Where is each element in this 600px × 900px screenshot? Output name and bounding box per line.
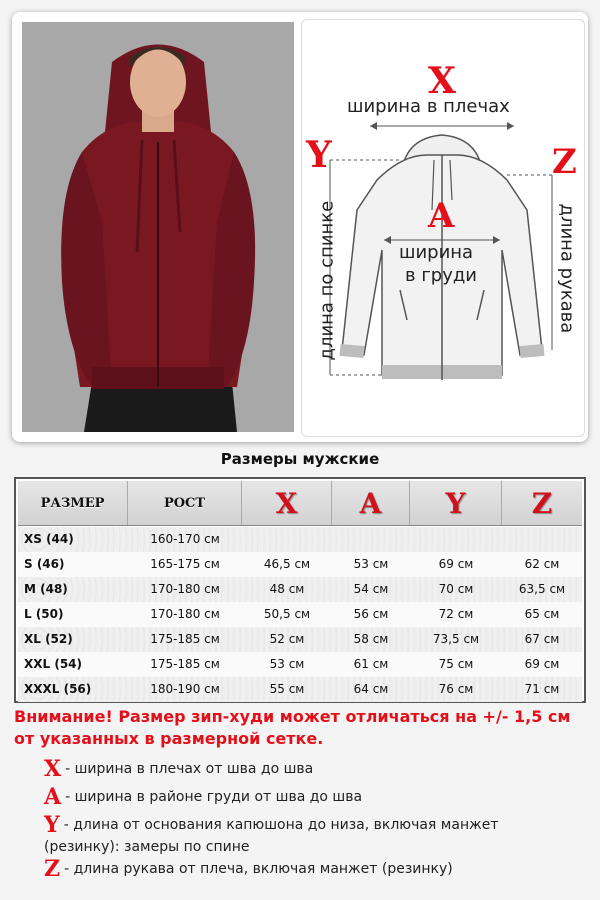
- table-row: [18, 577, 582, 602]
- legend-letter: Z: [44, 856, 61, 882]
- cell-height: 175-185 см: [150, 657, 220, 671]
- cell-size: XXL (54): [24, 657, 82, 671]
- cell-y: 69 см: [438, 557, 474, 571]
- cell-size: XL (52): [24, 632, 73, 646]
- cell-x: 50,5 см: [263, 607, 311, 621]
- header-a: A: [332, 481, 410, 525]
- legend-text: - ширина в районе груди от шва до шва: [65, 789, 363, 805]
- table-row: [18, 527, 582, 552]
- legend-text: - длина рукава от плеча, включая манжет (резинку): [64, 861, 453, 877]
- chest-label-1: ширина: [399, 242, 474, 263]
- cell-height: 170-180 см: [150, 582, 220, 596]
- legend-letter: A: [44, 784, 62, 810]
- cell-height: 180-190 см: [150, 682, 220, 696]
- header-y: Y: [410, 481, 502, 525]
- model-photo: [22, 22, 294, 432]
- table-row: [18, 552, 582, 577]
- size-diagram: [301, 19, 585, 437]
- cell-a: 58 см: [353, 632, 389, 646]
- cell-a: 61 см: [353, 657, 389, 671]
- warning-text: Внимание! Размер зип-худи может отличаться на +/- 1,5 см от указанных в размерной сетке.: [14, 707, 571, 748]
- legend-item: [44, 814, 564, 858]
- legend-text: - длина от основания капюшона до низа, включая манжет (резинку): замеры по спине: [44, 817, 499, 855]
- cell-z: 69 см: [524, 657, 560, 671]
- table-header: [18, 481, 582, 526]
- cell-size: XXXL (56): [24, 682, 92, 696]
- back-length-label: длина по спинке: [316, 200, 338, 361]
- cell-x: [242, 527, 332, 552]
- legend-letter: Y: [44, 812, 60, 838]
- cell-z: 62 см: [524, 557, 560, 571]
- header-x: X: [242, 481, 332, 525]
- cell-a: 64 см: [353, 682, 389, 696]
- cell-y: 73,5 см: [432, 632, 480, 646]
- legend-item: [44, 758, 564, 780]
- cell-x: 55 см: [269, 682, 305, 696]
- chest-label-2: в груди: [405, 265, 478, 286]
- legend-letter: X: [44, 756, 62, 782]
- header-height: РОСТ: [128, 481, 242, 525]
- cell-height: 170-180 см: [150, 607, 220, 621]
- cell-y: 76 см: [438, 682, 474, 696]
- header-size: РАЗМЕР: [18, 481, 128, 525]
- cell-height: 165-175 см: [150, 557, 220, 571]
- table-row: [18, 652, 582, 677]
- table-row: [18, 602, 582, 627]
- x-letter: X: [428, 60, 456, 102]
- cell-size: S (46): [24, 557, 65, 571]
- cell-height: 175-185 см: [150, 632, 220, 646]
- cell-a: 53 см: [353, 557, 389, 571]
- cell-z: [502, 527, 582, 552]
- cell-y: 70 см: [438, 582, 474, 596]
- cell-a: 54 см: [353, 582, 389, 596]
- cell-size: M (48): [24, 582, 68, 596]
- legend-item: [44, 858, 564, 880]
- table-row: [18, 677, 582, 702]
- cell-x: 48 см: [269, 582, 305, 596]
- cell-z: 67 см: [524, 632, 560, 646]
- cell-y: 75 см: [438, 657, 474, 671]
- shoulder-label: ширина в плечах: [347, 96, 510, 117]
- legend-text: - ширина в плечах от шва до шва: [65, 761, 314, 777]
- cell-x: 52 см: [269, 632, 305, 646]
- cell-a: [332, 527, 410, 552]
- z-letter: Z: [552, 142, 577, 182]
- cell-z: 65 см: [524, 607, 560, 621]
- sleeve-length-label: длина рукава: [556, 203, 578, 334]
- cell-y: [410, 527, 502, 552]
- cell-x: 46,5 см: [263, 557, 311, 571]
- cell-a: 56 см: [353, 607, 389, 621]
- y-letter: Y: [306, 134, 332, 176]
- legend-item: [44, 786, 564, 808]
- model-hoodie-image: [22, 22, 294, 432]
- a-letter: A: [428, 196, 455, 236]
- cell-size: XS (44): [24, 532, 74, 546]
- page-title: Размеры мужские: [220, 450, 380, 468]
- cell-size: L (50): [24, 607, 64, 621]
- table-row: [18, 627, 582, 652]
- cell-y: 72 см: [438, 607, 474, 621]
- cell-x: 53 см: [269, 657, 305, 671]
- size-table: [14, 477, 586, 703]
- cell-z: 71 см: [524, 682, 560, 696]
- header-z: Z: [531, 486, 553, 520]
- cell-height: 160-170 см: [150, 532, 220, 546]
- cell-z: 63,5 см: [518, 582, 566, 596]
